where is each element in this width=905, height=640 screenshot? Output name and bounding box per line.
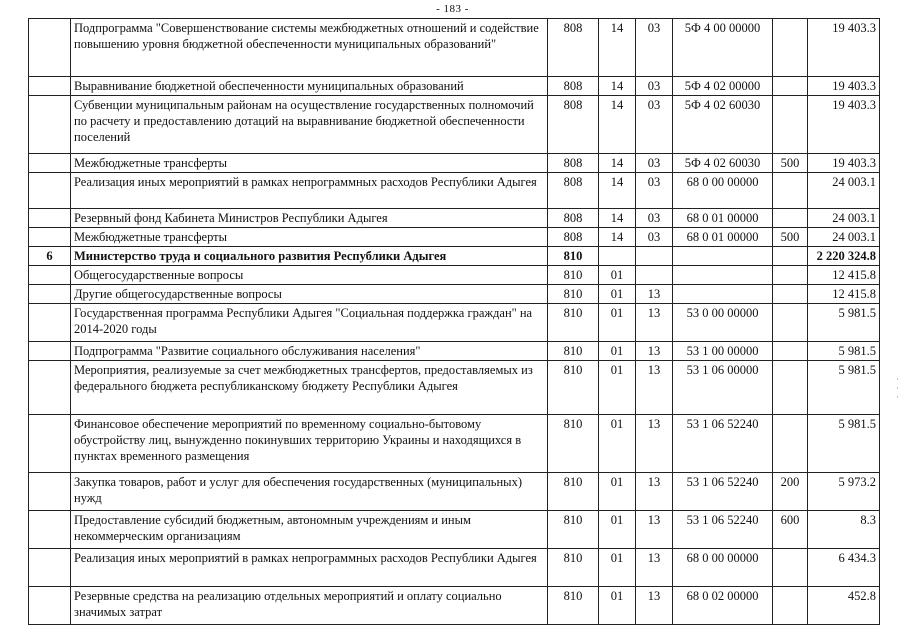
row-section: 14 (599, 96, 636, 154)
row-number (29, 304, 71, 342)
row-target-article (673, 266, 773, 285)
row-expense-type (773, 19, 808, 77)
row-amount: 5 973.2 (808, 473, 880, 511)
row-amount: 6 434.3 (808, 549, 880, 587)
row-subsection: 13 (636, 304, 673, 342)
row-amount: 24 003.1 (808, 173, 880, 209)
table-row (29, 473, 880, 511)
table-row (29, 415, 880, 473)
row-subsection: 13 (636, 361, 673, 415)
row-number (29, 285, 71, 304)
row-section: 01 (599, 304, 636, 342)
row-name: Резервный фонд Кабинета Министров Республики Адыгея (71, 209, 548, 228)
table-row (29, 266, 880, 285)
row-subsection: 03 (636, 173, 673, 209)
table-row (29, 342, 880, 361)
row-subsection: 03 (636, 19, 673, 77)
row-amount: 5 981.5 (808, 304, 880, 342)
row-expense-type (773, 173, 808, 209)
row-name: Подпрограмма "Совершенствование системы межбюджетных отношений и содействие повышению уровня бюджетной обеспеченности муниципальных образований" (71, 19, 548, 77)
row-subsection: 03 (636, 154, 673, 173)
row-number (29, 266, 71, 285)
row-amount: 452.8 (808, 587, 880, 625)
row-number (29, 473, 71, 511)
row-section: 01 (599, 415, 636, 473)
row-subsection: 13 (636, 511, 673, 549)
row-expense-type (773, 304, 808, 342)
row-section (599, 247, 636, 266)
row-number (29, 549, 71, 587)
row-section: 01 (599, 549, 636, 587)
row-section: 14 (599, 19, 636, 77)
row-target-article: 53 1 00 00000 (673, 342, 773, 361)
row-target-article: 68 0 00 00000 (673, 549, 773, 587)
row-number (29, 361, 71, 415)
row-number (29, 511, 71, 549)
row-grbs: 810 (548, 247, 599, 266)
row-name: Реализация иных мероприятий в рамках непрограммных расходов Республики Адыгея (71, 173, 548, 209)
row-expense-type: 600 (773, 511, 808, 549)
row-number (29, 19, 71, 77)
row-name: Реализация иных мероприятий в рамках непрограммных расходов Республики Адыгея (71, 549, 548, 587)
row-expense-type (773, 247, 808, 266)
row-name: Финансовое обеспечение мероприятий по временному социально-бытовому обустройству лиц, вынужденно покинувших территорию Украины и находящихся в пунктах временного размещения (71, 415, 548, 473)
row-subsection: 13 (636, 587, 673, 625)
row-subsection: 13 (636, 415, 673, 473)
table-row (29, 587, 880, 625)
row-target-article: 68 0 01 00000 (673, 209, 773, 228)
row-amount: 2 220 324.8 (808, 247, 880, 266)
table-row (29, 19, 880, 77)
row-section: 14 (599, 173, 636, 209)
row-name: Выравнивание бюджетной обеспеченности муниципальных образований (71, 77, 548, 96)
row-amount: 19 403.3 (808, 77, 880, 96)
row-name: Субвенции муниципальным районам на осуществление государственных полномочий по расчету и предоставлению дотаций на выравнивание бюджетной обеспеченности поселений (71, 96, 548, 154)
row-target-article: 53 1 06 52240 (673, 473, 773, 511)
row-target-article: 5Ф 4 02 60030 (673, 154, 773, 173)
row-number (29, 209, 71, 228)
row-subsection: 03 (636, 209, 673, 228)
row-subsection (636, 266, 673, 285)
row-section: 01 (599, 587, 636, 625)
row-expense-type (773, 209, 808, 228)
row-amount: 12 415.8 (808, 285, 880, 304)
row-expense-type: 500 (773, 154, 808, 173)
row-name: Государственная программа Республики Адыгея "Социальная поддержка граждан" на 2014-2020 годы (71, 304, 548, 342)
row-grbs: 810 (548, 342, 599, 361)
row-amount: 19 403.3 (808, 154, 880, 173)
table-row (29, 549, 880, 587)
row-target-article: 53 1 06 00000 (673, 361, 773, 415)
row-expense-type (773, 587, 808, 625)
row-number (29, 415, 71, 473)
budget-table (28, 18, 880, 625)
row-number (29, 587, 71, 625)
table-row (29, 209, 880, 228)
row-number (29, 342, 71, 361)
row-name: Закупка товаров, работ и услуг для обеспечения государственных (муниципальных) нужд (71, 473, 548, 511)
row-grbs: 810 (548, 549, 599, 587)
row-grbs: 810 (548, 361, 599, 415)
row-subsection: 13 (636, 473, 673, 511)
row-name: Предоставление субсидий бюджетным, автономным учреждениям и иным некоммерческим организациям (71, 511, 548, 549)
row-section: 14 (599, 209, 636, 228)
row-grbs: 810 (548, 266, 599, 285)
row-subsection: 03 (636, 96, 673, 154)
row-grbs: 810 (548, 304, 599, 342)
row-grbs: 808 (548, 77, 599, 96)
row-amount: 19 403.3 (808, 96, 880, 154)
row-section: 01 (599, 361, 636, 415)
row-section: 01 (599, 511, 636, 549)
row-target-article: 53 1 06 52240 (673, 415, 773, 473)
row-expense-type (773, 285, 808, 304)
row-target-article: 68 0 02 00000 (673, 587, 773, 625)
row-section: 14 (599, 228, 636, 247)
row-section: 14 (599, 154, 636, 173)
row-number (29, 154, 71, 173)
row-subsection (636, 247, 673, 266)
row-amount: 19 403.3 (808, 19, 880, 77)
row-name: Другие общегосударственные вопросы (71, 285, 548, 304)
row-expense-type: 500 (773, 228, 808, 247)
table-row (29, 154, 880, 173)
table-row (29, 247, 880, 266)
row-subsection: 13 (636, 342, 673, 361)
row-target-article (673, 285, 773, 304)
row-amount: 24 003.1 (808, 228, 880, 247)
table-row (29, 285, 880, 304)
row-number (29, 96, 71, 154)
row-name: Мероприятия, реализуемые за счет межбюджетных трансфертов, предоставляемых из федерального бюджета республиканскому бюджету Республики Адыгея (71, 361, 548, 415)
row-amount: 24 003.1 (808, 209, 880, 228)
table-row (29, 77, 880, 96)
row-target-article: 68 0 00 00000 (673, 173, 773, 209)
row-target-article: 5Ф 4 02 60030 (673, 96, 773, 154)
row-expense-type (773, 266, 808, 285)
row-grbs: 810 (548, 473, 599, 511)
row-name: Общегосударственные вопросы (71, 266, 548, 285)
margin-mark: · · · (896, 374, 899, 402)
row-number: 6 (29, 247, 71, 266)
row-grbs: 808 (548, 154, 599, 173)
row-target-article: 5Ф 4 00 00000 (673, 19, 773, 77)
row-grbs: 808 (548, 228, 599, 247)
row-expense-type (773, 342, 808, 361)
row-section: 01 (599, 266, 636, 285)
page-number: - 183 - (436, 3, 469, 15)
row-name: Межбюджетные трансферты (71, 154, 548, 173)
row-name: Резервные средства на реализацию отдельных мероприятий и оплату социально значимых затрат (71, 587, 548, 625)
row-amount: 5 981.5 (808, 415, 880, 473)
row-subsection: 03 (636, 228, 673, 247)
row-grbs: 808 (548, 96, 599, 154)
row-expense-type (773, 361, 808, 415)
row-grbs: 810 (548, 285, 599, 304)
row-section: 01 (599, 342, 636, 361)
row-grbs: 808 (548, 173, 599, 209)
table-row (29, 361, 880, 415)
row-expense-type (773, 415, 808, 473)
row-section: 14 (599, 77, 636, 96)
table-row (29, 511, 880, 549)
row-target-article: 53 0 00 00000 (673, 304, 773, 342)
row-number (29, 228, 71, 247)
row-expense-type (773, 549, 808, 587)
row-amount: 5 981.5 (808, 361, 880, 415)
row-expense-type (773, 77, 808, 96)
row-number (29, 173, 71, 209)
row-subsection: 13 (636, 285, 673, 304)
table-row (29, 228, 880, 247)
row-target-article: 68 0 01 00000 (673, 228, 773, 247)
row-target-article: 5Ф 4 02 00000 (673, 77, 773, 96)
row-number (29, 77, 71, 96)
row-name: Межбюджетные трансферты (71, 228, 548, 247)
row-name: Подпрограмма "Развитие социального обслуживания населения" (71, 342, 548, 361)
row-subsection: 13 (636, 549, 673, 587)
row-name: Министерство труда и социального развития Республики Адыгея (71, 247, 548, 266)
row-grbs: 810 (548, 415, 599, 473)
row-grbs: 808 (548, 19, 599, 77)
row-section: 01 (599, 473, 636, 511)
row-target-article: 53 1 06 52240 (673, 511, 773, 549)
row-section: 01 (599, 285, 636, 304)
row-grbs: 810 (548, 511, 599, 549)
row-grbs: 810 (548, 587, 599, 625)
row-grbs: 808 (548, 209, 599, 228)
row-amount: 8.3 (808, 511, 880, 549)
table-row (29, 304, 880, 342)
row-expense-type (773, 96, 808, 154)
table-row (29, 96, 880, 154)
table-row (29, 173, 880, 209)
row-subsection: 03 (636, 77, 673, 96)
row-target-article (673, 247, 773, 266)
row-expense-type: 200 (773, 473, 808, 511)
row-amount: 12 415.8 (808, 266, 880, 285)
row-amount: 5 981.5 (808, 342, 880, 361)
